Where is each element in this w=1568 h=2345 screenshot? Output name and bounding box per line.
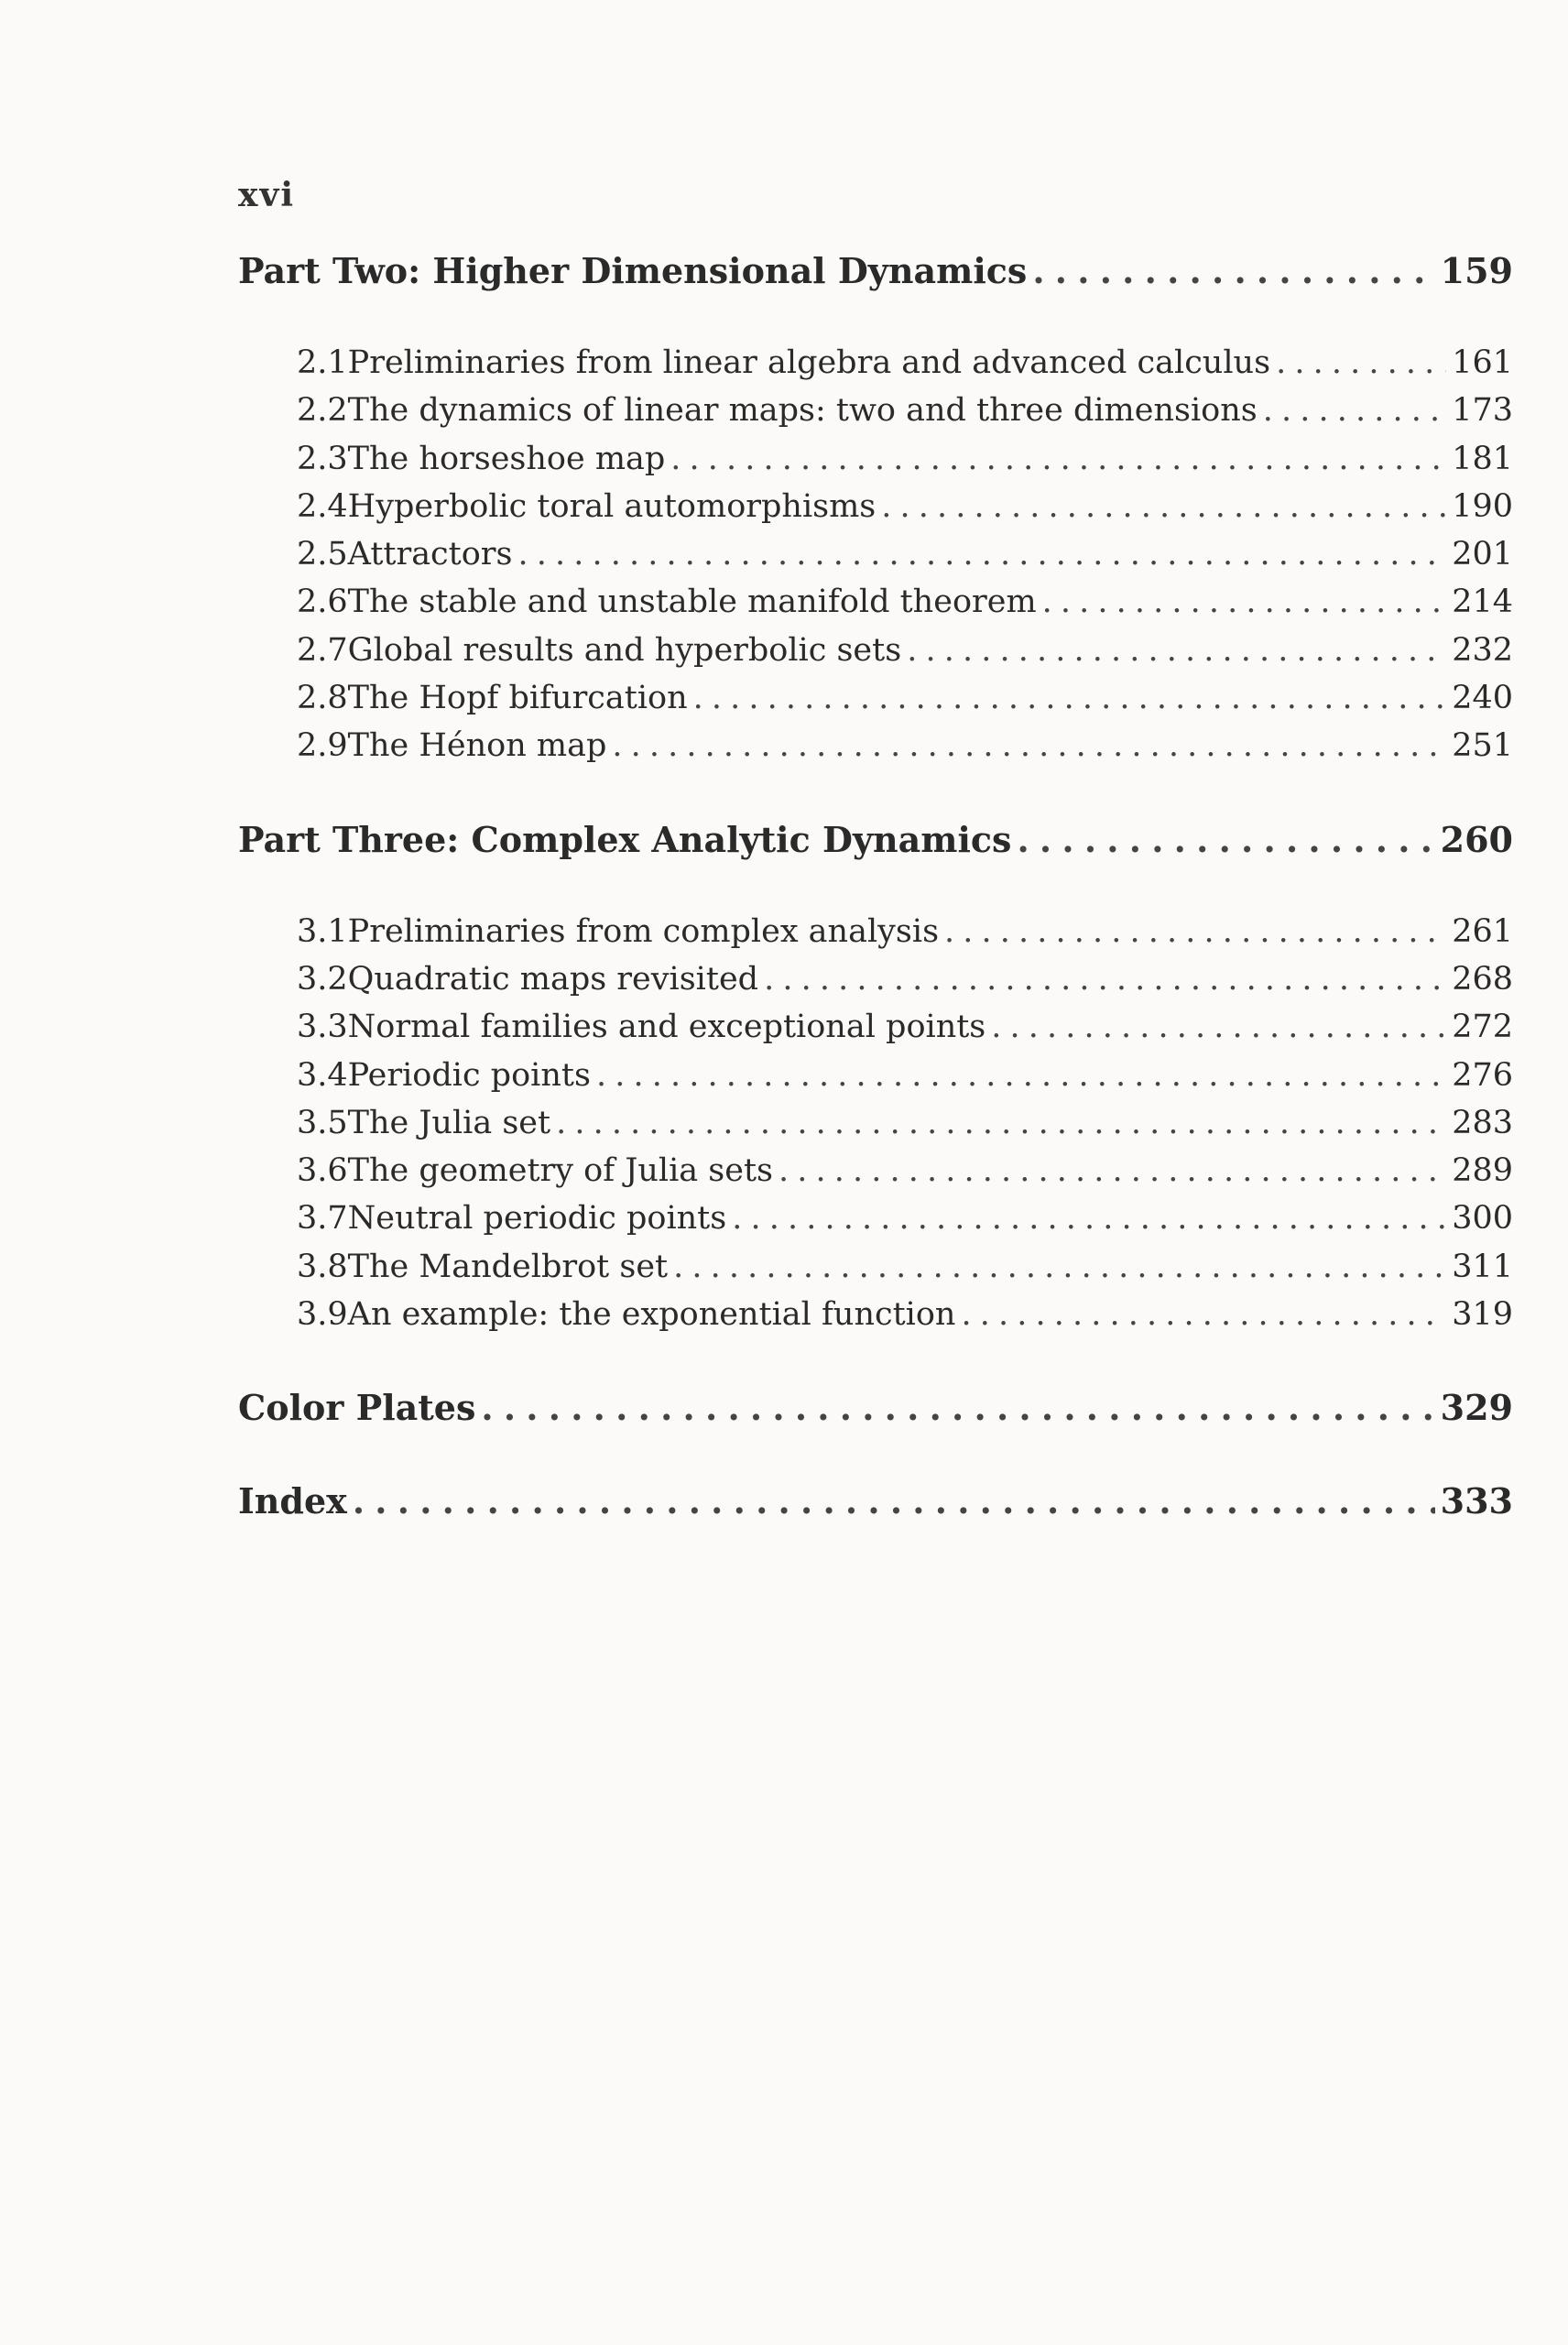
section-title: Global results and hyperbolic sets bbox=[347, 631, 902, 669]
section-title: The stable and unstable manifold theorem bbox=[347, 584, 1037, 621]
section-page: 240 bbox=[1452, 680, 1513, 717]
section-page: 181 bbox=[1452, 440, 1513, 477]
part-title: Part Two: Higher Dimensional Dynamics bbox=[238, 250, 1028, 291]
leader-dots bbox=[944, 908, 1446, 955]
section-number: 2.9 bbox=[297, 727, 348, 765]
section-page: 214 bbox=[1452, 584, 1513, 621]
toc-section bbox=[238, 530, 1513, 578]
section-title: The geometry of Julia sets bbox=[347, 1152, 773, 1190]
leader-dots bbox=[670, 435, 1446, 483]
leader-dots bbox=[353, 1478, 1435, 1525]
section-title: An example: the exponential function bbox=[347, 1296, 956, 1334]
section-title: The horseshoe map bbox=[347, 440, 666, 477]
section-number: 3.1 bbox=[297, 912, 348, 950]
leader-dots bbox=[518, 530, 1447, 578]
section-page: 261 bbox=[1452, 912, 1513, 950]
leader-dots bbox=[1276, 339, 1446, 387]
leader-dots bbox=[991, 1003, 1446, 1051]
section-number: 2.4 bbox=[297, 487, 348, 525]
section-title: The Mandelbrot set bbox=[347, 1248, 669, 1285]
section-number: 2.5 bbox=[297, 536, 348, 573]
part-page: 159 bbox=[1440, 250, 1513, 291]
leader-dots bbox=[881, 483, 1446, 530]
toc-color-plates bbox=[238, 1384, 1513, 1432]
leader-dots bbox=[779, 1147, 1446, 1194]
leader-dots bbox=[612, 722, 1446, 769]
leader-dots bbox=[1042, 578, 1447, 626]
section-number: 3.4 bbox=[297, 1056, 348, 1094]
leader-dots bbox=[1017, 816, 1434, 864]
toc-section bbox=[238, 1194, 1513, 1242]
section-title: Neutral periodic points bbox=[347, 1200, 727, 1238]
table-of-contents bbox=[238, 247, 1513, 1525]
part-title: Color Plates bbox=[238, 1387, 476, 1429]
toc-index bbox=[238, 1478, 1513, 1525]
section-number: 3.2 bbox=[297, 960, 348, 998]
section-title: The Julia set bbox=[347, 1104, 551, 1141]
section-title: Attractors bbox=[347, 536, 513, 573]
toc-section bbox=[238, 339, 1513, 387]
toc-section bbox=[238, 1147, 1513, 1194]
section-number: 3.5 bbox=[297, 1104, 348, 1141]
leader-dots bbox=[961, 1291, 1446, 1338]
section-number: 3.6 bbox=[297, 1152, 348, 1190]
toc-section bbox=[238, 908, 1513, 955]
toc-section bbox=[238, 627, 1513, 674]
part-page: 260 bbox=[1440, 818, 1513, 860]
section-title: Hyperbolic toral automorphisms bbox=[347, 487, 877, 525]
toc-section bbox=[238, 955, 1513, 1003]
leader-dots bbox=[1032, 247, 1434, 295]
section-page: 161 bbox=[1452, 344, 1513, 381]
section-page: 276 bbox=[1452, 1056, 1513, 1094]
section-title: The Hénon map bbox=[347, 727, 607, 765]
toc-section bbox=[238, 435, 1513, 483]
toc-section bbox=[238, 1052, 1513, 1099]
section-page: 311 bbox=[1452, 1248, 1513, 1285]
leader-dots bbox=[732, 1194, 1446, 1242]
part-page: 333 bbox=[1440, 1480, 1513, 1522]
section-number: 3.9 bbox=[297, 1296, 348, 1334]
toc-part-three bbox=[238, 816, 1513, 864]
section-number: 2.3 bbox=[297, 440, 348, 477]
part-title: Index bbox=[238, 1480, 347, 1522]
toc-part-two bbox=[238, 247, 1513, 295]
section-number: 3.8 bbox=[297, 1248, 348, 1285]
leader-dots bbox=[764, 955, 1446, 1003]
section-title: Preliminaries from complex analysis bbox=[347, 912, 940, 950]
leader-dots bbox=[907, 627, 1446, 674]
section-page: 201 bbox=[1452, 536, 1513, 573]
section-title: Normal families and exceptional points bbox=[347, 1009, 986, 1046]
toc-section bbox=[238, 1291, 1513, 1338]
toc-section bbox=[238, 578, 1513, 626]
section-page: 190 bbox=[1452, 487, 1513, 525]
leader-dots bbox=[693, 674, 1447, 722]
section-number: 2.7 bbox=[297, 631, 348, 669]
section-page: 289 bbox=[1452, 1152, 1513, 1190]
section-title: Preliminaries from linear algebra and advanced calculus bbox=[347, 344, 1271, 381]
section-page: 251 bbox=[1452, 727, 1513, 765]
toc-section bbox=[238, 722, 1513, 769]
section-title: Quadratic maps revisited bbox=[347, 960, 759, 998]
section-title: The dynamics of linear maps: two and three dimensions bbox=[347, 392, 1258, 430]
leader-dots bbox=[596, 1052, 1446, 1099]
section-page: 300 bbox=[1452, 1200, 1513, 1238]
leader-dots bbox=[481, 1384, 1434, 1432]
section-number: 2.6 bbox=[297, 584, 348, 621]
section-title: The Hopf bifurcation bbox=[347, 680, 688, 717]
leader-dots bbox=[556, 1099, 1446, 1147]
section-number: 2.2 bbox=[297, 392, 348, 430]
part-page: 329 bbox=[1440, 1387, 1513, 1429]
toc-section bbox=[238, 1243, 1513, 1291]
section-page: 272 bbox=[1452, 1009, 1513, 1046]
toc-section bbox=[238, 1003, 1513, 1051]
section-page: 173 bbox=[1452, 392, 1513, 430]
section-number: 2.1 bbox=[297, 344, 348, 381]
leader-dots bbox=[673, 1243, 1446, 1291]
section-number: 3.7 bbox=[297, 1200, 348, 1238]
leader-dots bbox=[1263, 387, 1446, 434]
section-number: 2.8 bbox=[297, 680, 348, 717]
toc-section bbox=[238, 1099, 1513, 1147]
toc-section bbox=[238, 483, 1513, 530]
section-page: 232 bbox=[1452, 631, 1513, 669]
page-number: xvi bbox=[238, 176, 296, 214]
section-number: 3.3 bbox=[297, 1009, 348, 1046]
toc-section bbox=[238, 387, 1513, 434]
section-page: 319 bbox=[1452, 1296, 1513, 1334]
section-title: Periodic points bbox=[347, 1056, 591, 1094]
section-page: 283 bbox=[1452, 1104, 1513, 1141]
section-page: 268 bbox=[1452, 960, 1513, 998]
part-title: Part Three: Complex Analytic Dynamics bbox=[238, 818, 1012, 860]
toc-section bbox=[238, 674, 1513, 722]
